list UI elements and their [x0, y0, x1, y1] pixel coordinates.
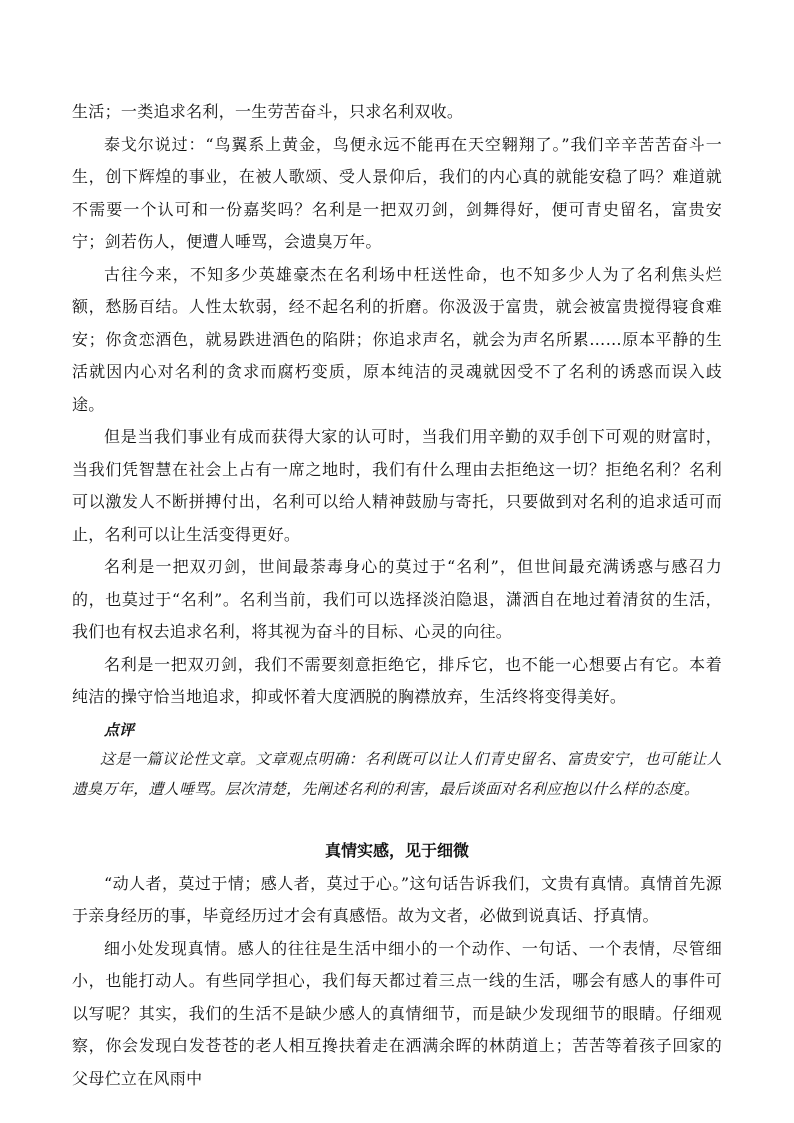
essay2-paragraph-1: “动人者，莫过于情；感人者，莫过于心。”这句话告诉我们，文贵有真情。真情首先源于亲身经历的事，毕竟经历过才会有真感悟。故为文者，必做到说真话、抒真情。 [72, 873, 722, 925]
document-page [72, 96, 722, 1095]
essay2-title: 真情实感，见于细微 [324, 840, 469, 860]
essay1-paragraph-1: 生活；一类追求名利，一生劳苦奋斗，只求名利双收。 [72, 102, 464, 121]
essay1-paragraph-2: 泰戈尔说过：“鸟翼系上黄金，鸟便永远不能再在天空翱翔了。”我们辛辛苦苦奋斗一生，创下辉煌的事业，在被人歌颂、受人景仰后，我们的内心真的就能安稳了吗？难道就不需要一个认可和一份嘉奖吗？名利是一把双刃剑，剑舞得好，便可青史留名，富贵安宁；剑若伤人，便遭人唾骂，会遗臭万年。 [72, 134, 722, 251]
commentary-text: 这是一篇议论性文章。文章观点明确：名利既可以让人们青史留名、富贵安宁，也可能让人遗臭万年，遭人唾骂。层次清楚，先阐述名利的利害，最后谈面对名利应抱以什么样的态度。 [72, 749, 722, 798]
commentary-title: 点评 [104, 720, 135, 739]
essay1-paragraph-5: 名利是一把双刃剑，世间最荼毒身心的莫过于“名利”，但世间最充满诱惑与感召力的，也莫过于“名利”。名利当前，我们可以选择淡泊隐退，潇洒自在地过着清贫的生活，我们也有权去追求名利，将其视为奋斗的目标、心灵的向往。 [72, 557, 722, 641]
essay1-paragraph-6: 名利是一把双刃剑，我们不需要刻意拒绝它，排斥它，也不能一心想要占有它。本着纯洁的操守恰当地追求，抑或怀着大度洒脱的胸襟放弃，生活终将变得美好。 [72, 654, 722, 706]
essay2-paragraph-2: 细小处发现真情。感人的往往是生活中细小的一个动作、一句话、一个表情，尽管细小，也能打动人。有些同学担心，我们每天都过着三点一线的生活，哪会有感人的事件可以写呢？其实，我们的生活不是缺少感人的真情细节，而是缺少发现细节的眼睛。仔细观察，你会发现白发苍苍的老人相互搀扶着走在洒满余晖的林荫道上；苦苦等着孩子回家的父母伫立在风雨中 [72, 938, 722, 1088]
essay1-paragraph-3: 古往今来，不知多少英雄豪杰在名利场中枉送性命，也不知多少人为了名利焦头烂额，愁肠百结。人性太软弱，经不起名利的折磨。你汲汲于富贵，就会被富贵搅得寝食难安；你贪恋酒色，就易跌进酒色的陷阱；你追求声名，就会为声名所累……原本平静的生活就因内心对名利的贪求而腐朽变质，原本纯洁的灵魂就因受不了名利的诱惑而误入歧途。 [72, 264, 722, 414]
essay1-paragraph-4: 但是当我们事业有成而获得大家的认可时，当我们用辛勤的双手创下可观的财富时，当我们凭智慧在社会上占有一席之地时，我们有什么理由去拒绝这一切？拒绝名利？名利可以激发人不断拼搏付出，名利可以给人精神鼓励与寄托，只要做到对名利的追求适可而止，名利可以让生活变得更好。 [72, 427, 722, 544]
